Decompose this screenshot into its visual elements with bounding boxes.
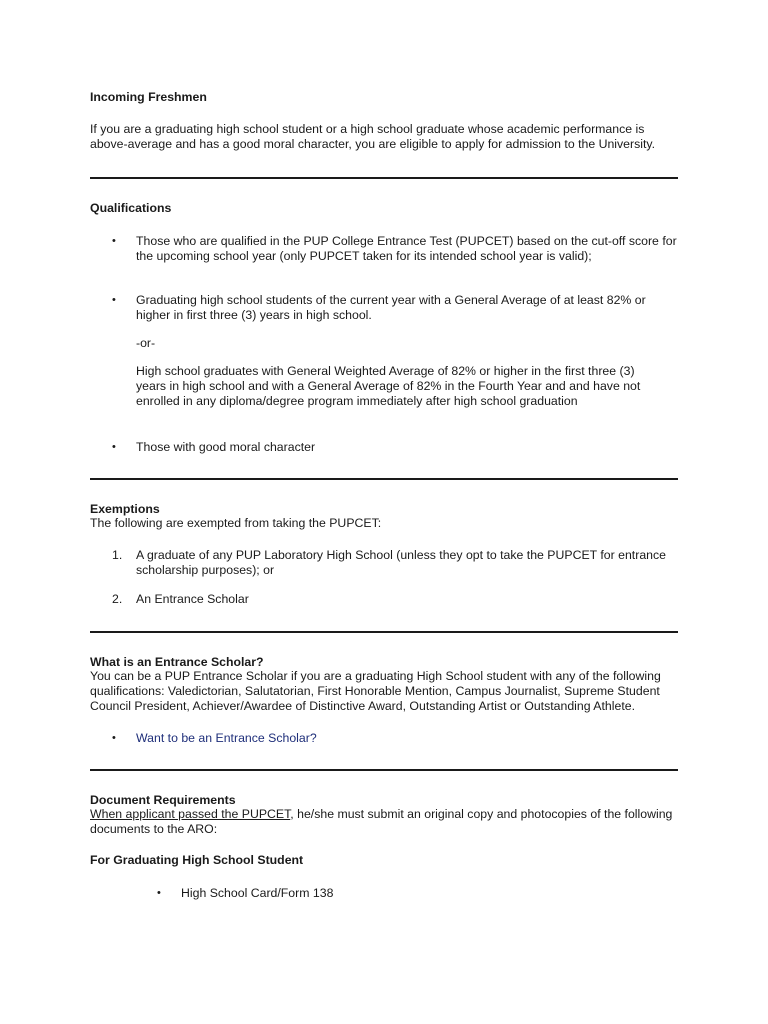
documents-lead-rest: , he/she must submit an original copy and photocopies of the following documents to the ARO: xyxy=(90,807,673,836)
bullet-icon: • xyxy=(112,732,116,744)
qualifications-heading: Qualifications xyxy=(90,201,172,215)
exemption-item: A graduate of any PUP Laboratory High School (unless they opt to take the PUPCET for entrance scholarship purposes); or xyxy=(136,548,666,577)
entrance-scholar-heading: What is an Entrance Scholar? xyxy=(90,655,264,669)
document-item: High School Card/Form 138 xyxy=(181,886,334,900)
qualification-item: Those with good moral character xyxy=(136,440,316,454)
qualification-alternate: High school graduates with General Weighted Average of 82% or higher in the first three (3) years in high school and with a General Average of 82% in the Fourth Year and and have not enrolled in any diploma/degree program immediately after high school graduation xyxy=(136,364,641,408)
documents-lead xyxy=(90,807,680,837)
list-number: 2. xyxy=(112,592,123,606)
documents-lead-underlined: When applicant passed the PUPCET xyxy=(90,807,291,821)
divider xyxy=(90,769,678,771)
exemption-item: An Entrance Scholar xyxy=(136,592,249,606)
bullet-icon: • xyxy=(157,887,161,899)
or-separator: -or- xyxy=(136,336,156,350)
qualification-item: Graduating high school students of the current year with a General Average of at least 82% or higher in first three (3) years in high school. xyxy=(136,293,646,322)
exemptions-heading: Exemptions xyxy=(90,502,160,516)
divider xyxy=(90,478,678,480)
entrance-scholar-link[interactable]: Want to be an Entrance Scholar? xyxy=(136,731,317,745)
bullet-icon: • xyxy=(112,441,116,453)
qualification-item: Those who are qualified in the PUP College Entrance Test (PUPCET) based on the cut-off score for the upcoming school year (only PUPCET taken for its intended school year is valid); xyxy=(136,234,677,263)
entrance-scholar-body: You can be a PUP Entrance Scholar if you are a graduating High School student with any of the following qualifications: Valedictorian, Salutatorian, First Honorable Mention, Campus Journalist, Supreme Student Council President, Achiever/Awardee of Distinctive Award, Outstanding Artist or Outstanding Athlete. xyxy=(90,669,661,713)
exemptions-intro: The following are exempted from taking the PUPCET: xyxy=(90,516,382,530)
intro-paragraph: If you are a graduating high school student or a high school graduate whose academic performance is above-average and has a good moral character, you are eligible to apply for admission to the University. xyxy=(90,122,656,151)
list-number: 1. xyxy=(112,548,123,562)
documents-subheading: For Graduating High School Student xyxy=(90,853,304,867)
documents-heading: Document Requirements xyxy=(90,793,236,807)
divider xyxy=(90,631,678,633)
page-title: Incoming Freshmen xyxy=(90,90,207,104)
bullet-icon: • xyxy=(112,235,116,247)
divider xyxy=(90,177,678,179)
bullet-icon: • xyxy=(112,294,116,306)
